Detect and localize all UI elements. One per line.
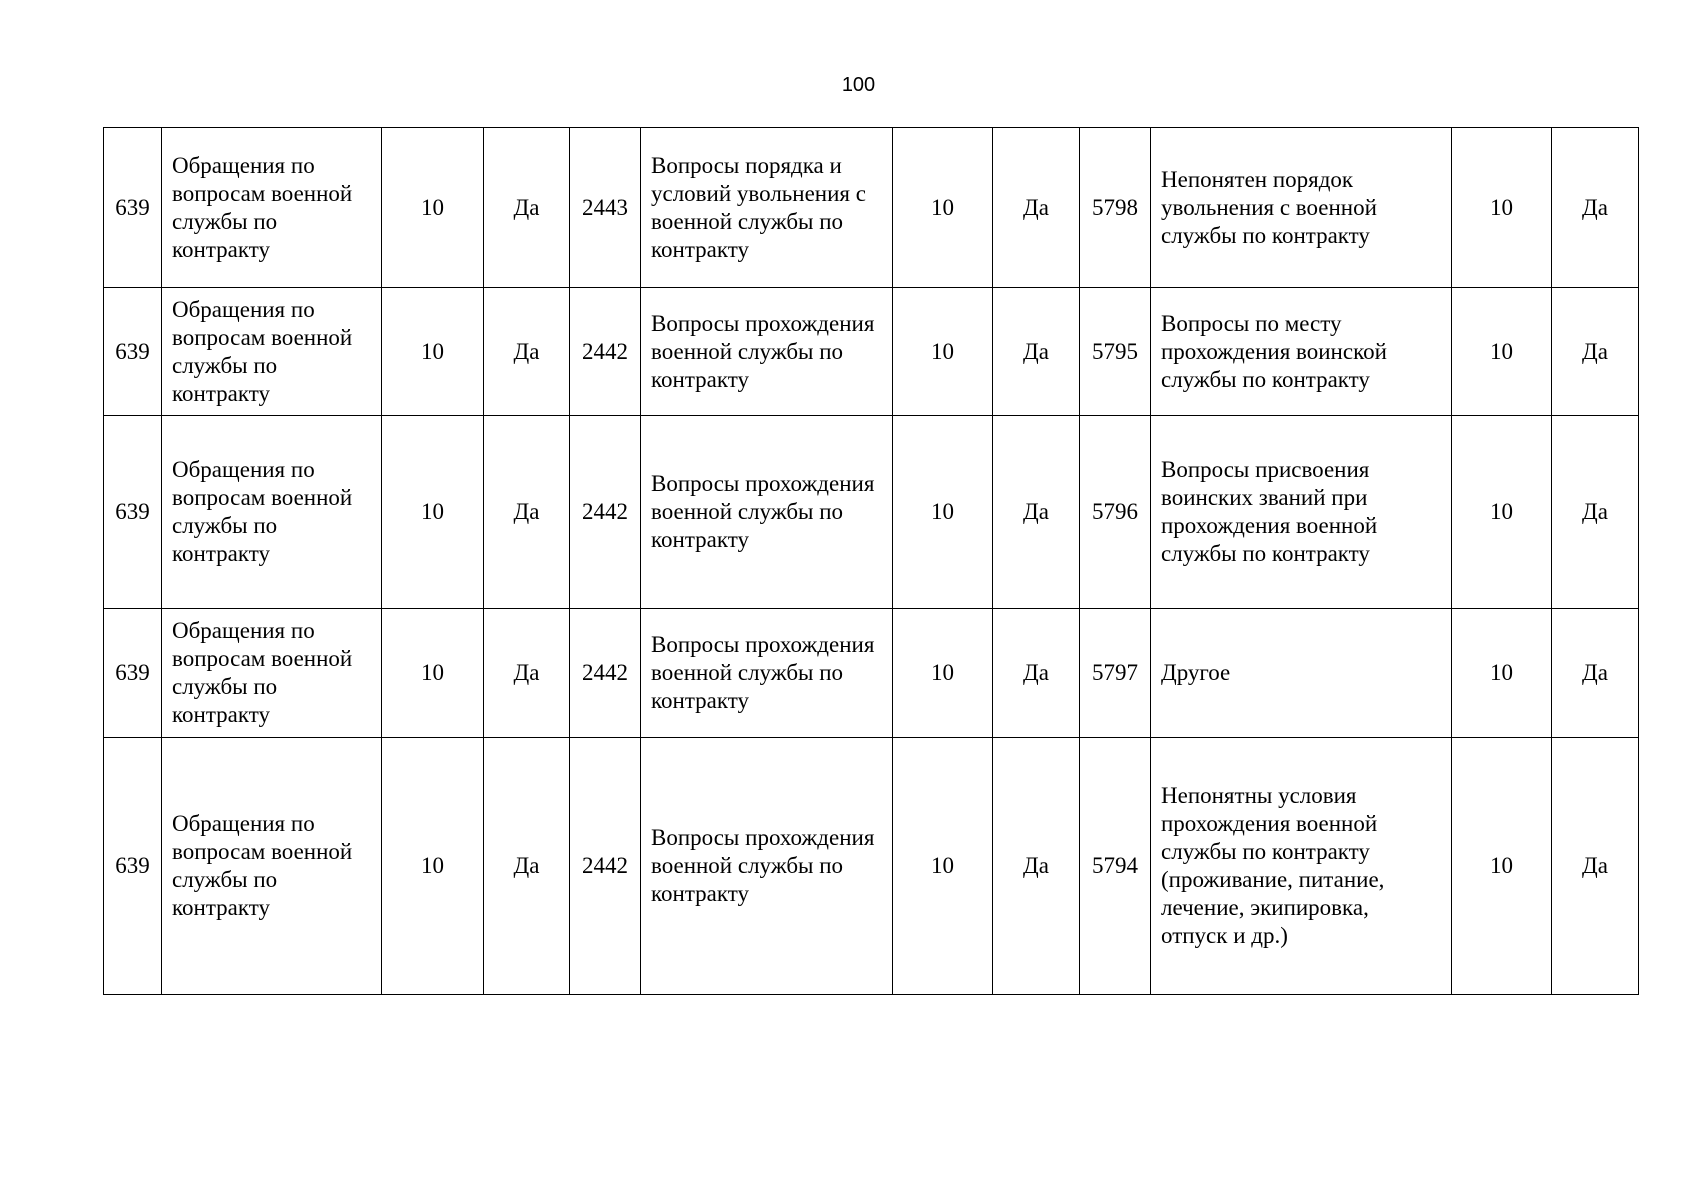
topic-level-cell: 10 [893,738,993,995]
topic-name-cell: Вопросы прохождения военной службы по контракту [641,609,893,738]
question-flag-cell: Да [1552,609,1639,738]
question-flag-cell: Да [1552,128,1639,288]
section-code-cell: 639 [104,609,162,738]
section-code-cell: 639 [104,738,162,995]
topic-code-cell: 2442 [570,416,641,609]
topic-name-cell: Вопросы прохождения военной службы по контракту [641,288,893,416]
topic-flag-cell: Да [993,416,1080,609]
topic-code-cell: 2443 [570,128,641,288]
section-flag-cell: Да [484,128,570,288]
topic-name-cell: Вопросы прохождения военной службы по контракту [641,738,893,995]
question-name-cell: Другое [1151,609,1452,738]
section-flag-cell: Да [484,416,570,609]
table-row [104,128,1639,288]
question-flag-cell: Да [1552,288,1639,416]
question-level-cell: 10 [1452,288,1552,416]
question-name-cell: Вопросы по месту прохождения воинской службы по контракту [1151,288,1452,416]
question-code-cell: 5794 [1080,738,1151,995]
topic-name-cell: Вопросы порядка и условий увольнения с военной службы по контракту [641,128,893,288]
topic-name-cell: Вопросы прохождения военной службы по контракту [641,416,893,609]
topic-flag-cell: Да [993,288,1080,416]
section-level-cell: 10 [382,609,484,738]
question-code-cell: 5797 [1080,609,1151,738]
topic-level-cell: 10 [893,128,993,288]
section-level-cell: 10 [382,128,484,288]
question-name-cell: Непонятны условия прохождения военной службы по контракту (проживание, питание, лечение, экипировка, отпуск и др.) [1151,738,1452,995]
topic-flag-cell: Да [993,609,1080,738]
section-flag-cell: Да [484,288,570,416]
section-name-cell: Обращения по вопросам военной службы по контракту [162,128,382,288]
topic-code-cell: 2442 [570,288,641,416]
table-row [104,288,1639,416]
section-flag-cell: Да [484,609,570,738]
question-level-cell: 10 [1452,128,1552,288]
section-code-cell: 639 [104,128,162,288]
topic-level-cell: 10 [893,288,993,416]
section-level-cell: 10 [382,738,484,995]
section-name-cell: Обращения по вопросам военной службы по контракту [162,416,382,609]
section-name-cell: Обращения по вопросам военной службы по контракту [162,609,382,738]
table-row [104,609,1639,738]
section-name-cell: Обращения по вопросам военной службы по контракту [162,288,382,416]
section-code-cell: 639 [104,416,162,609]
topic-flag-cell: Да [993,738,1080,995]
question-flag-cell: Да [1552,738,1639,995]
question-level-cell: 10 [1452,416,1552,609]
question-name-cell: Непонятен порядок увольнения с военной службы по контракту [1151,128,1452,288]
question-level-cell: 10 [1452,738,1552,995]
section-code-cell: 639 [104,288,162,416]
section-flag-cell: Да [484,738,570,995]
section-level-cell: 10 [382,416,484,609]
question-flag-cell: Да [1552,416,1639,609]
topic-code-cell: 2442 [570,738,641,995]
table-row [104,416,1639,609]
topic-code-cell: 2442 [570,609,641,738]
topic-level-cell: 10 [893,609,993,738]
table-row [104,738,1639,995]
topic-level-cell: 10 [893,416,993,609]
question-code-cell: 5796 [1080,416,1151,609]
question-level-cell: 10 [1452,609,1552,738]
question-name-cell: Вопросы присвоения воинских званий при прохождения военной службы по контракту [1151,416,1452,609]
question-code-cell: 5798 [1080,128,1151,288]
section-name-cell: Обращения по вопросам военной службы по контракту [162,738,382,995]
classifier-table [103,127,1639,995]
page-number: 100 [841,74,876,96]
question-code-cell: 5795 [1080,288,1151,416]
topic-flag-cell: Да [993,128,1080,288]
section-level-cell: 10 [382,288,484,416]
